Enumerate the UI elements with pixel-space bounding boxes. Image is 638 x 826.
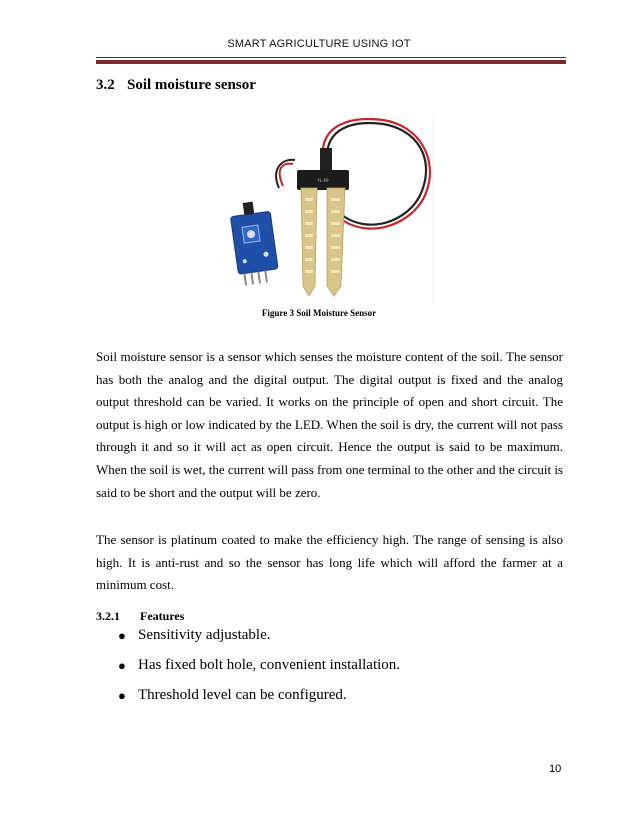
subsection-heading <box>96 609 184 624</box>
bullet-icon: ● <box>118 658 126 673</box>
list-item <box>118 626 400 656</box>
features-list <box>118 626 400 716</box>
paragraph-1: Soil moisture sensor is a sensor which senses the moisture content of the soil. The sensor has both the analog and the digital output. The digital output is fixed and the analog output threshold can be varied. It works on the principle of open and short circuit. The output is high or low indicated by the LED. When the soil is dry, the current will not pass through it and so it will act as open circuit. Hence the output is said to be maximum. When the soil is wet, the current will pass from one terminal to the other and the circuit is said to be short and the output will be zero. <box>96 349 563 500</box>
section-title: Soil moisture sensor <box>127 77 256 93</box>
figure-caption: Figure 3 Soil Moisture Sensor <box>261 308 377 318</box>
feature-text: Has fixed bolt hole, convenient installation. <box>138 657 401 673</box>
paragraph-2: The sensor is platinum coated to make the efficiency high. The range of sensing is also high. It is anti-rust and so the sensor has long life which will afford the farmer at a minimum cost. <box>96 532 563 593</box>
header-rule-thick <box>96 60 566 64</box>
subsection-title: Features <box>140 609 185 623</box>
page-number: 10 <box>549 763 562 775</box>
bullet-icon: ● <box>118 688 126 703</box>
svg-text:YL-69: YL-69 <box>317 178 329 183</box>
bullet-icon: ● <box>118 628 126 643</box>
header-rule-thin <box>96 57 566 58</box>
feature-text: Sensitivity adjustable. <box>138 627 271 643</box>
list-item <box>118 656 400 686</box>
soil-moisture-sensor-figure <box>223 118 435 304</box>
feature-text: Threshold level can be configured. <box>138 687 347 703</box>
section-number: 3.2 <box>96 77 115 93</box>
sensor-illustration <box>223 118 435 304</box>
page-header: SMART AGRICULTURE USING IOT <box>227 38 411 50</box>
subsection-number: 3.2.1 <box>96 609 120 623</box>
section-heading <box>96 77 256 94</box>
list-item <box>118 686 400 716</box>
